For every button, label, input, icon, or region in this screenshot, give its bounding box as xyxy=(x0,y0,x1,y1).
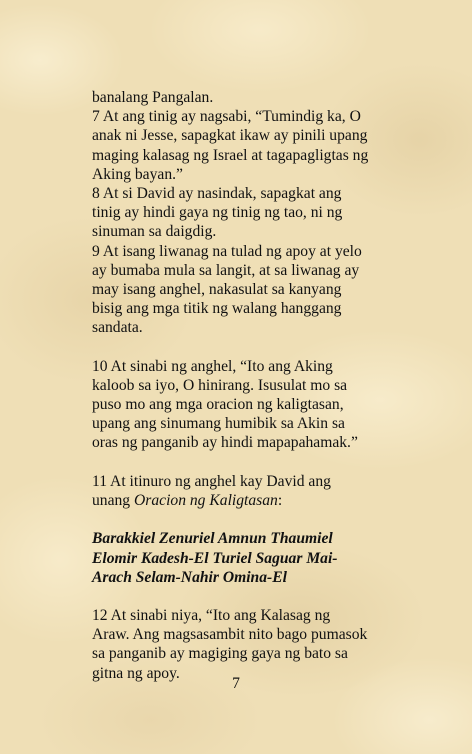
text-line: Araw. Ang magsasambit nito bago pumasok xyxy=(92,626,368,644)
verse-7-line: 7 At ang tinig ay nagsabi, “Tumindig ka, O xyxy=(92,108,361,126)
text-line: oras ng panganib ay hindi mapapahamak.” xyxy=(92,434,358,452)
page-number: 7 xyxy=(232,675,240,692)
text-line: anak ni Jesse, sapagkat ikaw ay pinili upang xyxy=(92,127,368,145)
text-line: Aking bayan.” xyxy=(92,165,183,183)
text-line: sandata. xyxy=(92,319,143,337)
verse-10-line: 10 At sinabi ng anghel, “Ito ang Aking xyxy=(92,357,333,375)
text-segment: unang xyxy=(92,491,135,509)
oracion-title: Oracion ng Kaligtasan xyxy=(134,491,278,509)
verse-12-line: 12 At sinabi niya, “Ito ang Kalasag ng xyxy=(92,607,331,625)
verse-11-line: 11 At itinuro ng anghel kay David ang xyxy=(92,472,331,490)
paragraph-gap xyxy=(92,453,392,472)
paragraph-gap xyxy=(92,337,392,356)
text-line: sinuman sa daigdig. xyxy=(92,223,217,241)
text-line: sa panganib ay magiging gaya ng bato sa xyxy=(92,645,348,663)
text-line: may isang anghel, nakasulat sa kanyang xyxy=(92,280,342,298)
paragraph-gap xyxy=(92,587,392,606)
text-line xyxy=(92,491,392,510)
text-line: bisig ang mga titik ng walang hanggang xyxy=(92,300,342,318)
text-line: gitna ng apoy. xyxy=(92,664,180,682)
page-text xyxy=(92,88,392,683)
text-line: puso mo ang mga oracion ng kaligtasan, xyxy=(92,396,344,413)
text-line: maging kalasag ng Israel at tagapagligtas ng xyxy=(92,146,369,164)
paragraph-gap xyxy=(92,510,392,529)
text-line: upang ang sinumang humibik sa Akin sa xyxy=(92,415,345,433)
verse-8-line: 8 At si David ay nasindak, sapagkat ang xyxy=(92,184,342,202)
text-line: tinig ay hindi gaya ng tinig ng tao, ni ng xyxy=(92,204,343,222)
incantation-line: Arach Selam-Nahir Omina-El xyxy=(92,568,287,586)
text-line: ay bumaba mula sa langit, at sa liwanag ay xyxy=(92,261,360,279)
text-line: kaloob sa iyo, O hinirang. Isusulat mo sa xyxy=(92,376,348,394)
text-line: banalang Pangalan. xyxy=(92,89,214,106)
verse-9-line: 9 At isang liwanag na tulad ng apoy at yelo xyxy=(92,242,362,260)
incantation-line: Elomir Kadesh-El Turiel Saguar Mai- xyxy=(92,549,338,567)
text-segment: : xyxy=(277,491,283,509)
incantation-line: Barakkiel Zenuriel Amnun Thaumiel xyxy=(92,530,333,548)
